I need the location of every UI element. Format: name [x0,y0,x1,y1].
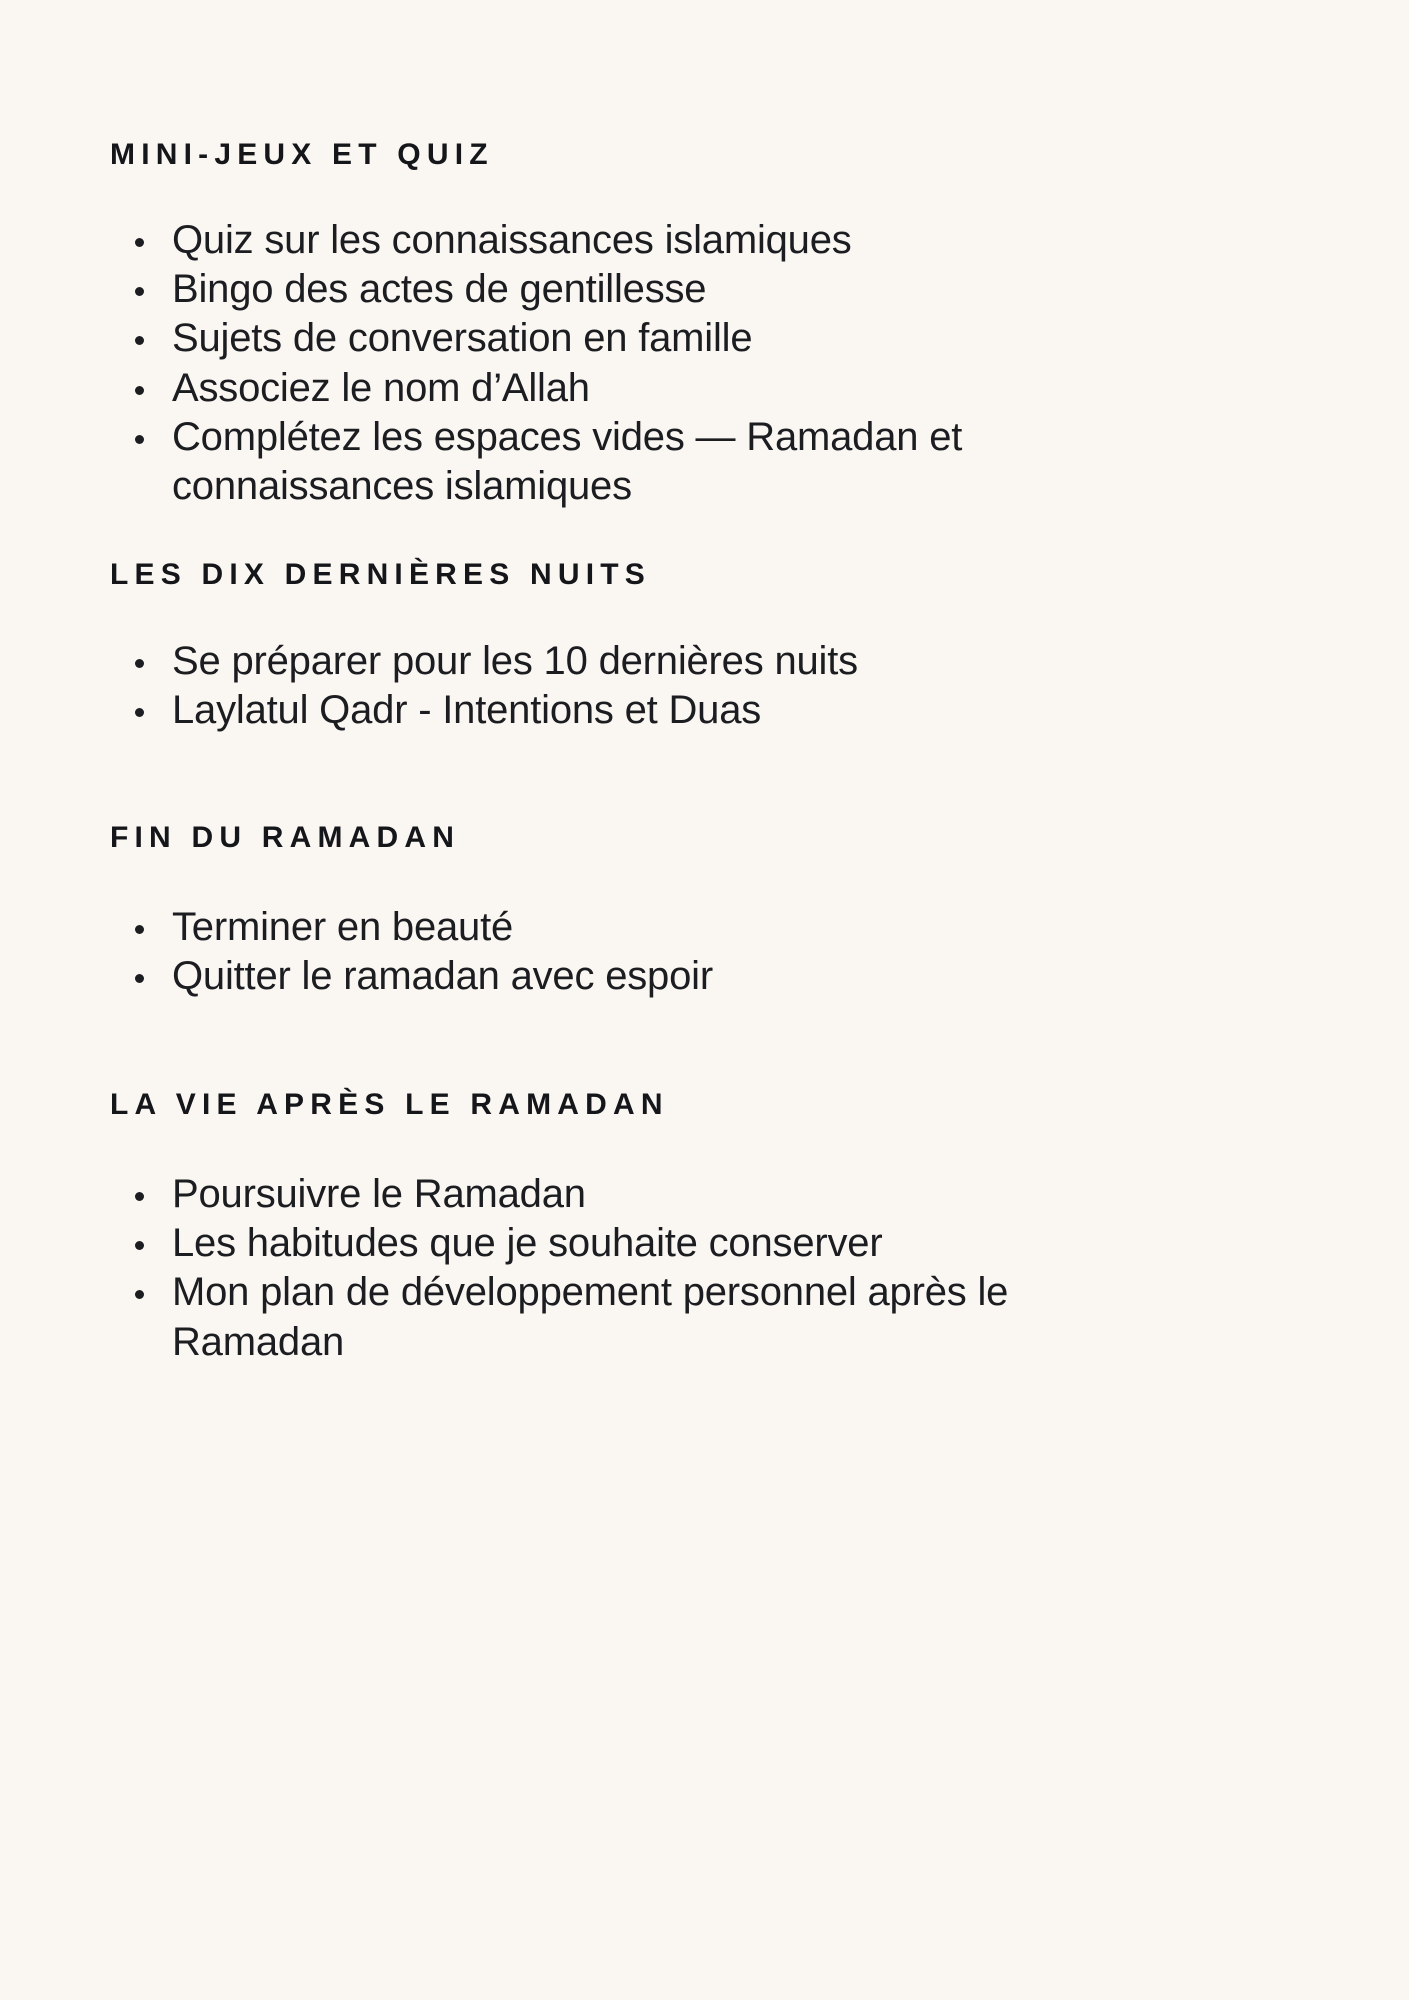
bullet-dot-icon [135,238,144,247]
list-item-label: Mon plan de développement personnel après le Ramadan [172,1270,1009,1364]
list-item-label: Laylatul Qadr - Intentions et Duas [172,688,762,733]
list-item-label: Poursuivre le Ramadan [172,1172,586,1216]
bullet-list [110,903,1010,1001]
list-item [110,265,1010,314]
list-item-label: Terminer en beauté [172,905,514,949]
section-heading: LES DIX DERNIÈRES NUITS [110,558,651,591]
bullet-dot-icon [135,925,144,934]
list-item [110,1268,1020,1366]
list-item [110,1219,1020,1268]
bullet-dot-icon [135,659,144,668]
list-item-label: Sujets de conversation en famille [172,316,753,361]
bullet-list [110,637,1010,735]
section-fin-du-ramadan [110,823,1010,1001]
list-item-label: Quiz sur les connaissances islamiques [172,218,852,262]
bullet-dot-icon [135,287,144,296]
list-item [110,686,1010,735]
list-item-label: Complétez les espaces vides — Ramadan et connaissances islamiques [172,414,963,508]
section-heading: LA VIE APRÈS LE RAMADAN [110,1088,669,1121]
bullet-dot-icon [135,1241,144,1250]
bullet-dot-icon [135,708,144,717]
bullet-dot-icon [135,1192,144,1201]
list-item [110,952,1010,1001]
list-item-label: Quitter le ramadan avec espoir [172,954,713,999]
list-item [110,413,1010,511]
bullet-dot-icon [135,1290,144,1299]
list-item [110,364,1010,413]
list-item [110,1170,1020,1219]
section-la-vie-apres-le-ramadan [110,1090,1020,1367]
bullet-dot-icon [135,336,144,345]
bullet-list [110,216,1010,511]
bullet-list [110,1170,1020,1367]
list-item [110,903,1010,952]
bullet-dot-icon [135,435,144,444]
section-heading: FIN DU RAMADAN [110,821,461,854]
list-item-label: Les habitudes que je souhaite conserver [172,1221,883,1266]
list-item-label: Associez le nom d’Allah [172,365,590,410]
bullet-dot-icon [135,974,144,983]
list-item-label: Bingo des actes de gentillesse [172,267,707,312]
list-item [110,216,1010,265]
list-item [110,637,1010,686]
section-heading: MINI-JEUX ET QUIZ [110,138,494,171]
section-mini-jeux-et-quiz [110,140,1010,511]
section-les-dix-dernieres-nuits [110,560,1010,735]
list-item [110,314,1010,363]
list-item-label: Se préparer pour les 10 dernières nuits [172,639,858,683]
bullet-dot-icon [135,386,144,395]
